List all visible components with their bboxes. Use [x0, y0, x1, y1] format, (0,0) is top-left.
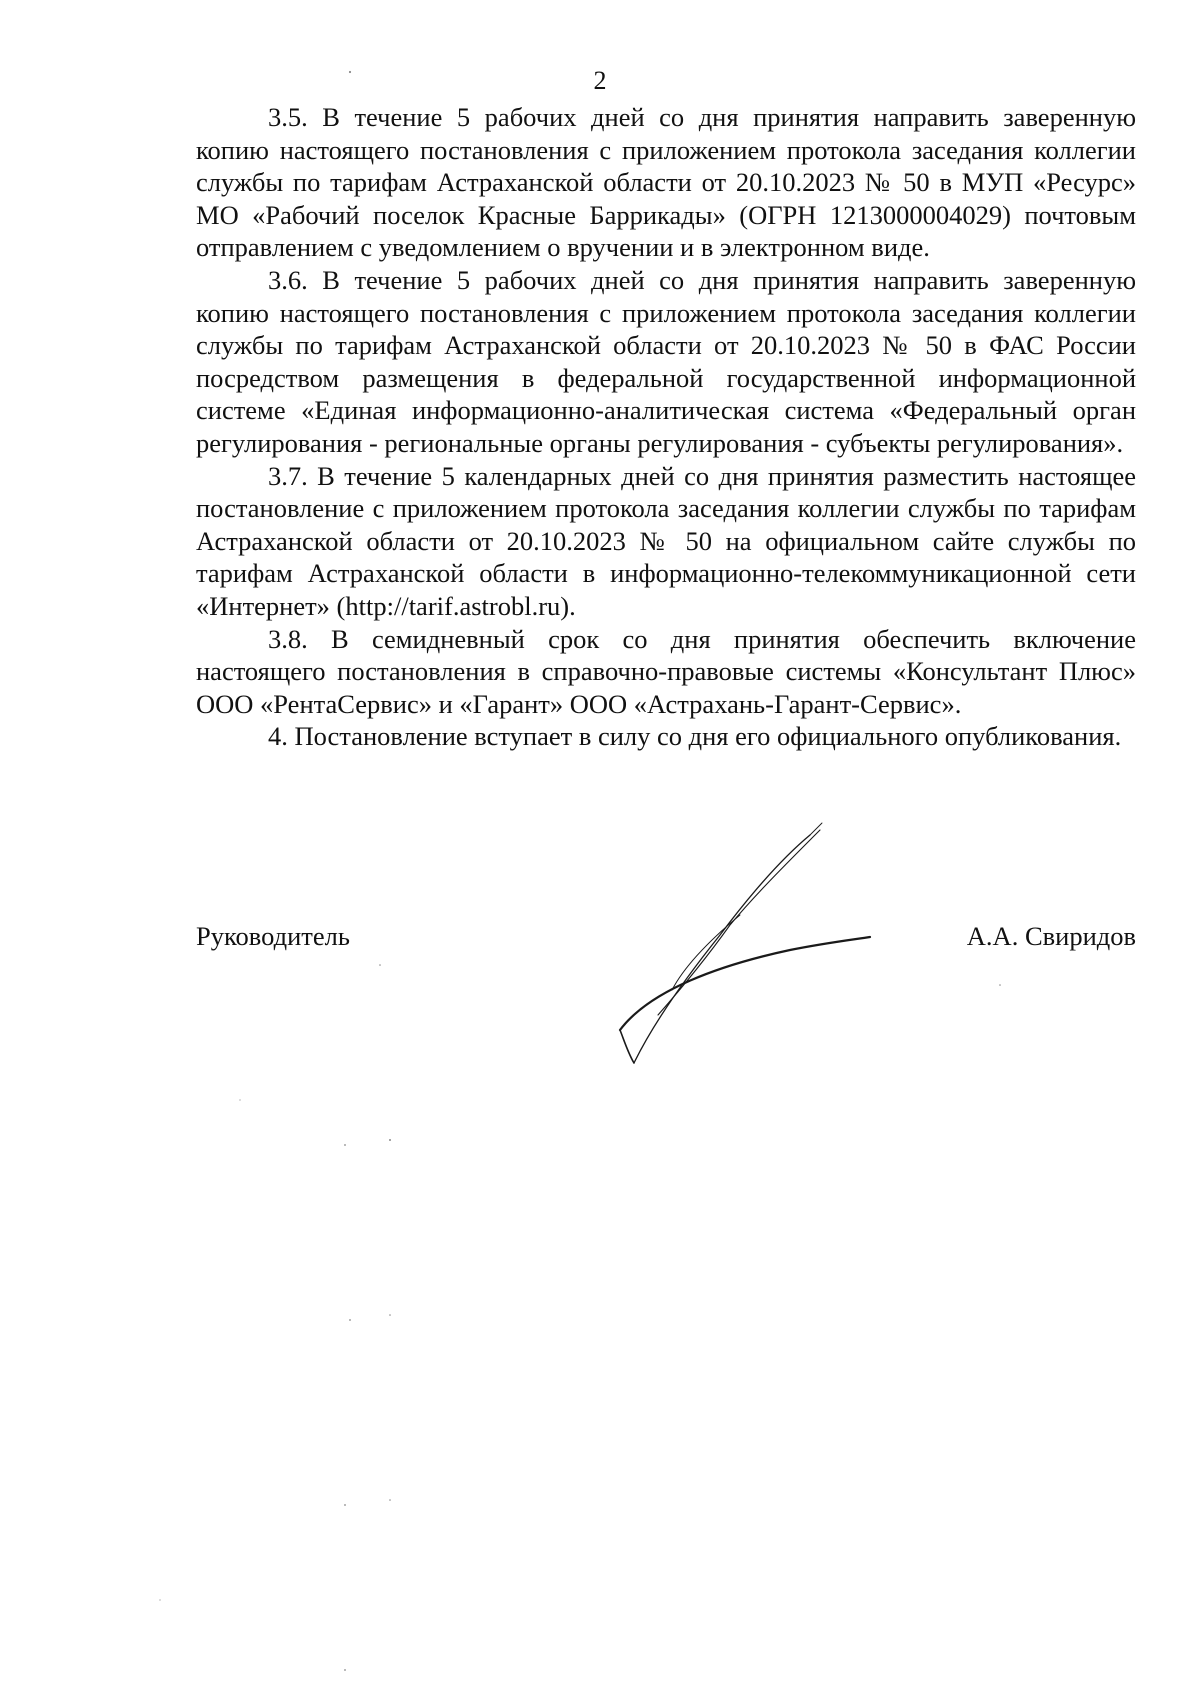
signatory-name: А.А. Свиридов [966, 921, 1136, 951]
page-number: 2 [593, 66, 607, 95]
paragraph-3-8: 3.8. В семидневный срок со дня принятия обеспечить включение настоящего постановления в справочно-правовые системы «Консультант Плюс» ООО «РентаСервис» и «Гарант» ООО «Астрахань-Гарант-Сервис». [196, 623, 1136, 719]
paragraph-3-6: 3.6. В течение 5 рабочих дней со дня принятия направить заверенную копию настоящего постановления с приложением протокола заседания коллегии службы по тарифам Астраханской области от 20.10.2023 № 50 в ФАС России посредством размещения в федеральной государственной информационной системе «Единая информационно-аналитическая система «Федеральный орган регулирования - региональные органы регулирования - субъекты регулирования». [196, 264, 1136, 458]
paragraph-3-5: 3.5. В течение 5 рабочих дней со дня принятия направить заверенную копию настоящего постановления с приложением протокола заседания коллегии службы по тарифам Астраханской области от 20.10.2023 № 50 в МУП «Ресурс» МО «Рабочий поселок Красные Баррикады» (ОГРН 1213000004029) почтовым отправлением с уведомлением о вручении и в электронном виде. [196, 102, 1136, 263]
signatory-role: Руководитель [196, 921, 350, 951]
document-body [196, 101, 1136, 753]
handwritten-signature [610, 815, 890, 1075]
paragraph-3-7: 3.7. В течение 5 календарных дней со дня принятия разместить настоящее постановление с приложением протокола заседания коллегии службы по тарифам Астраханской области от 20.10.2023 № 50 на официальном сайте службы по тарифам Астраханской области в информационно-телекоммуникационной сети «Интернет» (http://tarif.astrobl.ru). [196, 460, 1136, 621]
paragraph-4: 4. Постановление вступает в силу со дня его официального опубликования. [268, 721, 1122, 752]
